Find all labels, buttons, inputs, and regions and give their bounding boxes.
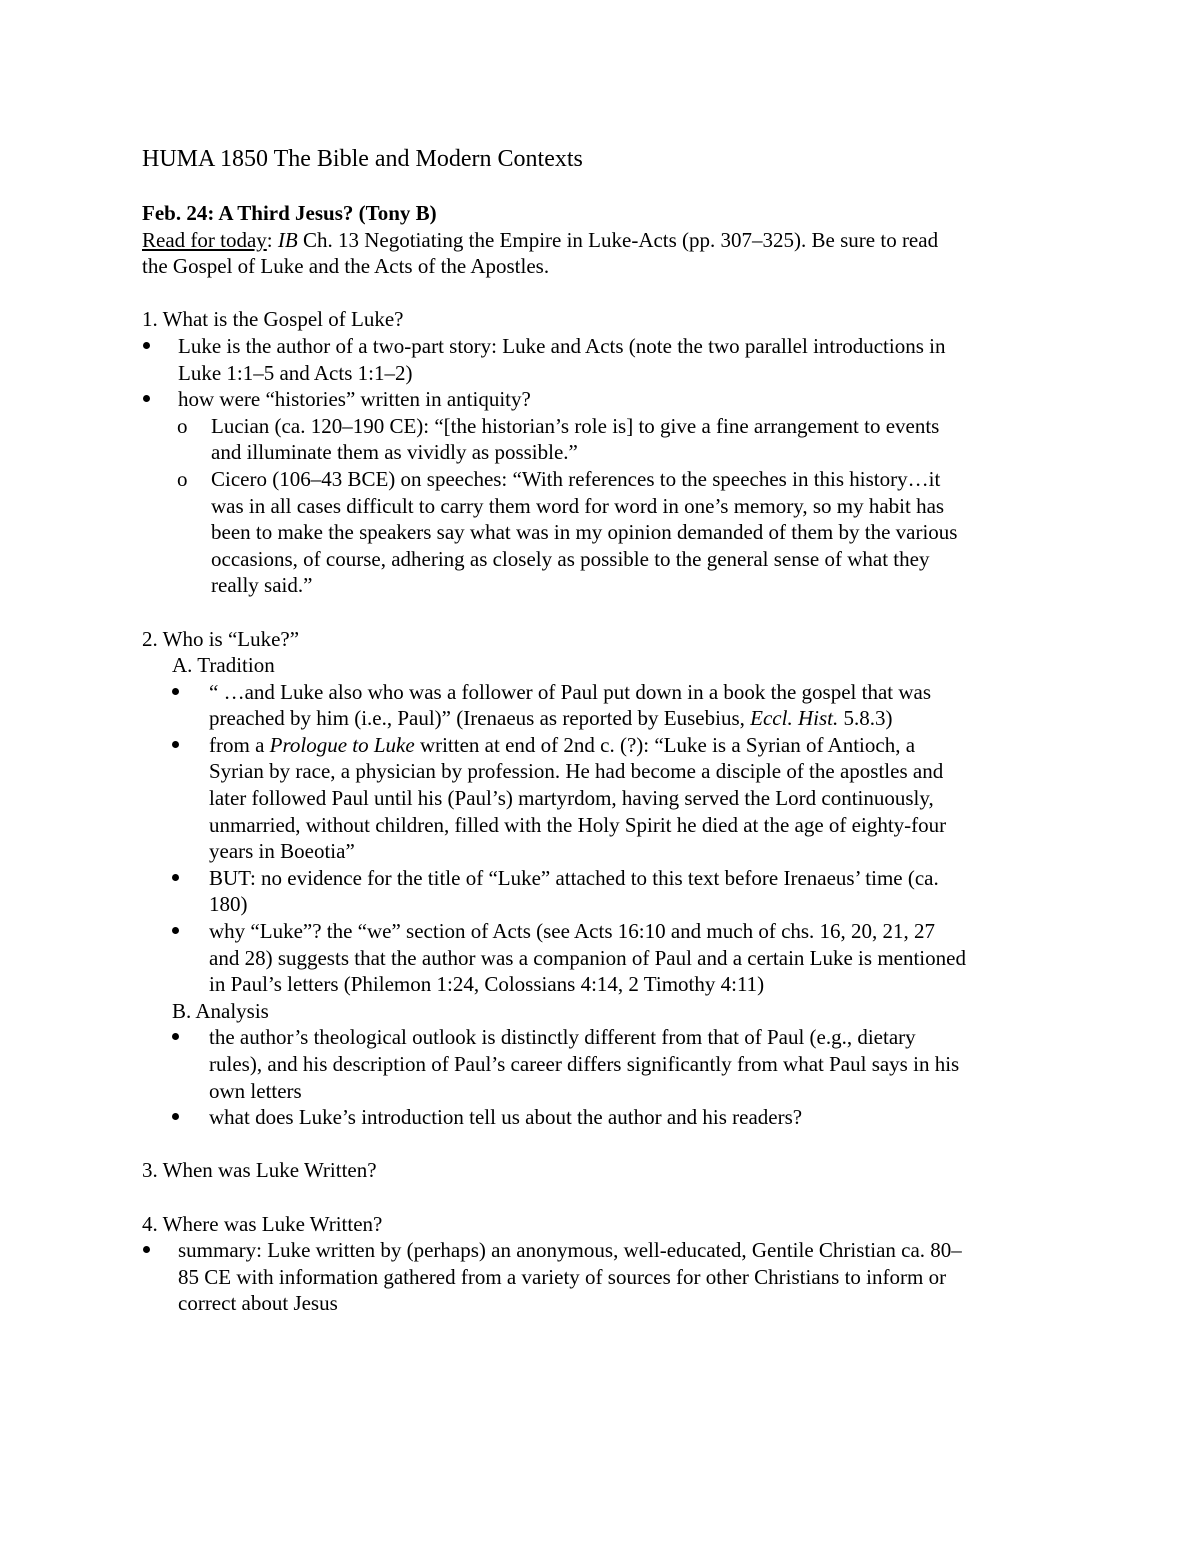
section2-part-b: B. Analysis — [172, 998, 269, 1023]
text-line: unmarried, without children, filled with the Holy Spirit he died at the age of eighty-four — [209, 812, 947, 837]
text-line: was in all cases difficult to carry them word for word in one’s memory, so my habit has — [211, 493, 945, 518]
text-segment: from a — [209, 732, 270, 757]
text-line: and 28) suggests that the author was a companion of Paul and a certain Luke is mentioned — [209, 945, 966, 970]
section1-bullet-authorship — [142, 333, 1072, 386]
citation-title: Eccl. Hist. — [750, 706, 839, 731]
text-segment: written at end of 2nd c. (?): “Luke is a Syrian of Antioch, a — [414, 732, 916, 757]
text-line: what does Luke’s introduction tell us about the author and his readers? — [209, 1105, 803, 1130]
reading-book: IB — [277, 227, 298, 252]
text-line: later followed Paul until his (Paul’s) martyrdom, having served the Lord continuously, — [209, 786, 934, 811]
tradition-bullet-why-luke — [142, 918, 1072, 998]
text-line: o Cicero (106–43 BCE) on speeches: “With references to the speeches in this history…it — [211, 466, 941, 491]
text-line: in Paul’s letters (Philemon 1:24, Colossians 4:14, 2 Timothy 4:11) — [209, 972, 765, 997]
analysis-bullet-theology — [142, 1024, 1072, 1104]
section2-heading: 2. Who is “Luke?” — [142, 626, 300, 651]
spacer — [142, 599, 1072, 626]
section1-sub-cicero — [142, 466, 1072, 599]
reading-line — [142, 227, 1072, 254]
text-line: Luke 1:1–5 and Acts 1:1–2) — [178, 360, 413, 385]
document-body — [142, 200, 1072, 1317]
text-line: years in Boeotia” — [209, 839, 355, 864]
text-line: the author’s theological outlook is distinctly different from that of Paul (e.g., dietary — [209, 1025, 916, 1050]
text-line: occasions, of course, adhering as closely as possible to the general sense of what they — [211, 546, 930, 571]
text-line: correct about Jesus — [178, 1291, 338, 1316]
text-line: BUT: no evidence for the title of “Luke” attached to this text before Irenaeus’ time (ca. — [209, 865, 939, 890]
text-segment: preached by him (i.e., Paul)” (Irenaeus as reported by Eusebius, — [209, 706, 751, 731]
session-heading: Feb. 24: A Third Jesus? (Tony B) — [142, 201, 437, 225]
reading-label: Read for today — [142, 227, 267, 252]
text-line: Luke is the author of a two-part story: Luke and Acts (note the two parallel introductions in — [178, 333, 946, 358]
section1-bullet-histories — [142, 386, 1072, 413]
text-line: Syrian by race, a physician by profession. He had become a disciple of the apostles and — [209, 759, 944, 784]
spacer — [142, 1131, 1072, 1158]
text-line: been to make the speakers say what was in my opinion demanded of them by the various — [211, 520, 958, 545]
text-line: and illuminate them as vividly as possible.” — [211, 440, 578, 465]
tradition-bullet-prologue — [142, 732, 1072, 865]
section2-part-a: A. Tradition — [172, 653, 275, 678]
text-line: 180) — [209, 892, 248, 917]
section1-heading: 1. What is the Gospel of Luke? — [142, 307, 404, 332]
prologue-title: Prologue to Luke — [269, 732, 415, 757]
text-line: own letters — [209, 1078, 302, 1103]
text-line: 85 CE with information gathered from a variety of sources for other Christians to inform or — [178, 1264, 947, 1289]
section1-sub-lucian — [142, 413, 1072, 466]
analysis-bullet-introduction — [142, 1104, 1072, 1131]
section4-bullet-summary — [142, 1237, 1072, 1317]
text-line: how were “histories” written in antiquity? — [178, 387, 531, 412]
reading-colon: : — [266, 227, 278, 252]
tradition-bullet-irenaeus — [142, 679, 1072, 732]
spacer — [142, 1184, 1072, 1211]
text-line: o Lucian (ca. 120–190 CE): “[the historian’s role is] to give a fine arrangement to events — [211, 413, 940, 438]
text-line: really said.” — [211, 573, 313, 598]
text-line: rules), and his description of Paul’s career differs significantly from what Paul says in his — [209, 1052, 960, 1076]
reading-text-cont: the Gospel of Luke and the Acts of the Apostles. — [142, 254, 550, 279]
text-segment: 5.8.3) — [838, 706, 893, 731]
course-title: HUMA 1850 The Bible and Modern Contexts — [142, 146, 583, 172]
text-line — [209, 705, 1072, 732]
text-line: summary: Luke written by (perhaps) an anonymous, well-educated, Gentile Christian ca. 80– — [178, 1238, 962, 1263]
text-line: why “Luke”? the “we” section of Acts (see Acts 16:10 and much of chs. 16, 20, 21, 27 — [209, 919, 936, 944]
section4-heading: 4. Where was Luke Written? — [142, 1211, 383, 1236]
tradition-bullet-title-evidence — [142, 865, 1072, 918]
text-line: “ …and Luke also who was a follower of Paul put down in a book the gospel that was — [209, 679, 932, 704]
spacer — [142, 280, 1072, 307]
reading-text: Ch. 13 Negotiating the Empire in Luke-Acts (pp. 307–325). Be sure to read — [297, 227, 939, 252]
section3-heading: 3. When was Luke Written? — [142, 1158, 377, 1183]
text-line — [209, 732, 1072, 759]
